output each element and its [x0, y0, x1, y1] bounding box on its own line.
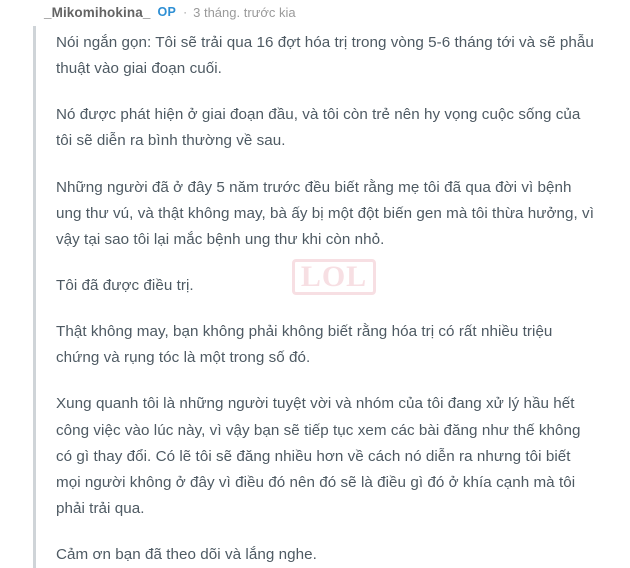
meta-separator-dot: ·	[183, 5, 188, 19]
post-paragraph: Những người đã ở đây 5 năm trước đều biết rằng mẹ tôi đã qua đời vì bệnh ung thư vú, và thật không may, bà ấy bị một đột biến gen mà tôi thừa hưởng, vì vậy tại sao tôi lại mắc bệnh ung thư khi còn nhỏ.	[56, 178, 594, 248]
post-header	[0, 0, 630, 26]
author-name[interactable]: _Mikomihokina_	[44, 4, 151, 20]
post-body	[33, 26, 630, 568]
post-paragraph: Thật không may, bạn không phải không biết rằng hóa trị có rất nhiều triệu chứng và rụng tóc là một trong số đó.	[56, 323, 553, 367]
post-paragraph: Nói ngắn gọn: Tôi sẽ trải qua 16 đợt hóa trị trong vòng 5-6 tháng tới và sẽ phẫu thuật vào giai đoạn cuối.	[56, 34, 594, 78]
op-badge: OP	[157, 5, 177, 19]
post-paragraph: Nó được phát hiện ở giai đoạn đầu, và tôi còn trẻ nên hy vọng cuộc sống của tôi sẽ diễn ra bình thường về sau.	[56, 106, 581, 150]
post-timestamp: 3 tháng. trước kia	[193, 4, 296, 20]
post-paragraph: Cảm ơn bạn đã theo dõi và lắng nghe.	[56, 546, 317, 564]
post-paragraph: Xung quanh tôi là những người tuyệt vời và nhóm của tôi đang xử lý hầu hết công việc vào lúc này, vì vậy bạn sẽ tiếp tục xem các bài đăng như thế không có gì thay đổi. Có lẽ tôi sẽ đăng nhiều hơn về cách nó diễn ra nhưng tôi biết mọi người không ở đây vì điều đó nên đó sẽ là điều gì đó ở khía cạnh mà tôi phải trải qua.	[56, 395, 581, 517]
post-paragraph: Tôi đã được điều trị.	[56, 276, 194, 294]
watermark-text: LOL	[292, 259, 376, 295]
